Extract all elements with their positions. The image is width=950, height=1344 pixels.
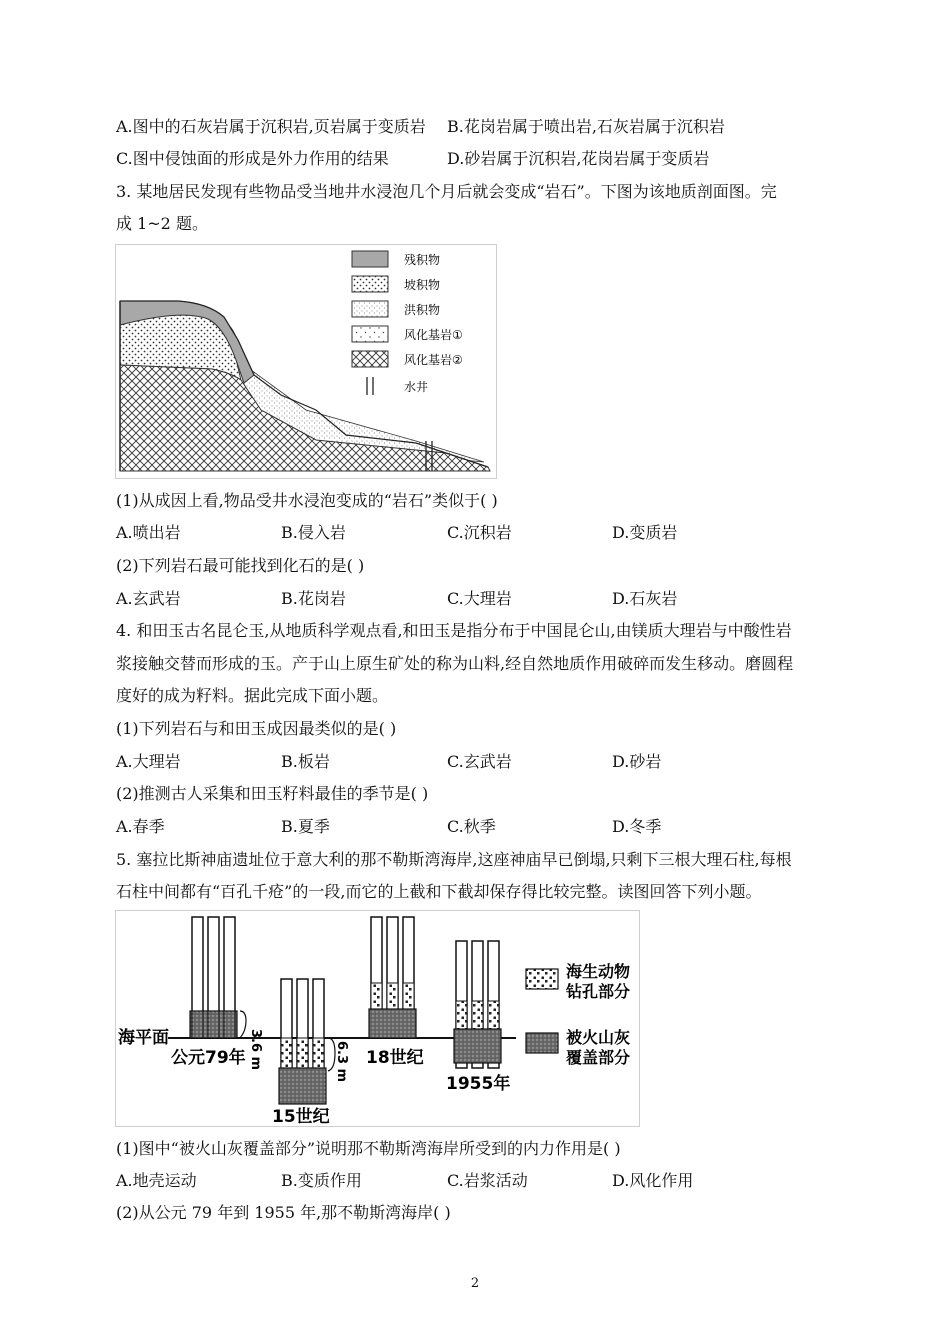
columns-legend: [526, 962, 630, 1067]
q4-sub1-opt-c: C.玄武岩: [447, 752, 512, 771]
legend-bedrock-1: 风化基岩①: [404, 328, 463, 342]
q3-sub1-opt-b: B.侵入岩: [281, 523, 346, 542]
legend-residual: 残积物: [404, 253, 441, 267]
q4-sub2: (2)推测古人采集和田玉籽料最佳的季节是( ): [116, 784, 429, 803]
label-1955: 1955年: [446, 1074, 511, 1094]
q5-stem-line2: 石柱中间都有“百孔千疮”的一段,而它的上截和下截却保存得比较完整。读图回答下列小题。: [116, 882, 762, 901]
geologic-profile-figure: [115, 244, 497, 479]
temple-columns-figure: [115, 910, 640, 1127]
q4-stem-line1: 4. 和田玉古名昆仑玉,从地质科学观点看,和田玉是指分布于中国昆仑山,由镁质大理岩与中酸性岩: [116, 621, 792, 640]
columns-1955: [446, 941, 510, 1094]
q5-sub1-opt-b: B.变质作用: [281, 1171, 362, 1190]
q3-sub1-opt-a: A.喷出岩: [116, 523, 181, 542]
q5-sub1: (1)图中“被火山灰覆盖部分”说明那不勒斯湾海岸所受到的内力作用是( ): [116, 1139, 621, 1158]
legend-well: 水井: [404, 380, 429, 394]
q5-sub1-opt-d: D.风化作用: [612, 1171, 694, 1190]
q5-sub1-opt-a: A.地壳运动: [116, 1171, 197, 1190]
columns-ad79: [171, 917, 263, 1070]
profile-legend: [352, 251, 463, 395]
q2-option-b: B.花岗岩属于喷出岩,石灰岩属于沉积岩: [447, 117, 725, 136]
q4-sub1-opt-a: A.大理岩: [116, 752, 181, 771]
q2-option-c: C.图中侵蚀面的形成是外力作用的结果: [116, 149, 389, 168]
q3-sub2: (2)下列岩石最可能找到化石的是( ): [116, 556, 365, 575]
q4-sub2-opt-a: A.春季: [116, 817, 165, 836]
label-18th-century: 18世纪: [366, 1048, 424, 1068]
legend-borings-l2: 钻孔部分: [566, 982, 631, 1001]
q5-sub1-opt-c: C.岩浆活动: [447, 1171, 528, 1190]
q4-sub1-opt-d: D.砂岩: [612, 752, 662, 771]
q2-option-d: D.砂岩属于沉积岩,花岗岩属于变质岩: [447, 149, 710, 168]
q5-sub2: (2)从公元 79 年到 1955 年,那不勒斯湾海岸( ): [116, 1203, 451, 1222]
q4-sub2-opt-c: C.秋季: [447, 817, 496, 836]
q5-stem-line1: 5. 塞拉比斯神庙遗址位于意大利的那不勒斯湾海岸,这座神庙早已倒塌,只剩下三根大理石柱,每根: [116, 850, 792, 869]
page-number: 2: [470, 1276, 480, 1291]
q3-stem-line1: 3. 某地居民发现有些物品受当地井水浸泡几个月后就会变成“岩石”。下图为该地质剖面图。完: [116, 182, 777, 201]
columns-15th-century: [272, 979, 349, 1126]
columns-18th-century: [366, 917, 424, 1068]
q3-sub2-opt-d: D.石灰岩: [612, 589, 678, 608]
label-ad79: 公元79年: [171, 1048, 246, 1068]
label-15th-century: 15世纪: [272, 1107, 330, 1126]
q2-option-a: A.图中的石灰岩属于沉积岩,页岩属于变质岩: [116, 117, 426, 136]
q3-sub2-opt-a: A.玄武岩: [116, 589, 181, 608]
q4-stem-line3: 度好的成为籽料。据此完成下面小题。: [116, 686, 389, 705]
measure-3-6m: 3.6 m: [248, 1029, 263, 1071]
q4-stem-line2: 浆接触交替而形成的玉。产于山上原生矿处的称为山料,经自然地质作用破碎而发生移动。磨圆程: [116, 654, 794, 673]
q4-sub2-opt-b: B.夏季: [281, 817, 330, 836]
q4-sub1: (1)下列岩石与和田玉成因最类似的是( ): [116, 719, 397, 738]
legend-bedrock-2: 风化基岩②: [404, 353, 463, 367]
q3-stem-line2: 成 1~2 题。: [116, 214, 208, 233]
sea-level-label: 海平面: [118, 1028, 169, 1048]
q3-sub1-opt-c: C.沉积岩: [447, 523, 512, 542]
legend-flood: 洪积物: [404, 303, 441, 317]
q4-sub1-opt-b: B.板岩: [281, 752, 330, 771]
q3-sub2-opt-b: B.花岗岩: [281, 589, 346, 608]
legend-slope: 坡积物: [404, 278, 441, 292]
q3-sub2-opt-c: C.大理岩: [447, 589, 512, 608]
legend-ash-l1: 被火山灰: [566, 1028, 631, 1047]
legend-ash-l2: 覆盖部分: [566, 1048, 631, 1067]
q3-sub1: (1)从成因上看,物品受井水浸泡变成的“岩石”类似于( ): [116, 491, 498, 510]
q3-sub1-opt-d: D.变质岩: [612, 523, 678, 542]
legend-borings-l1: 海生动物: [566, 962, 631, 981]
measure-6-3m: 6.3 m: [334, 1041, 349, 1083]
q4-sub2-opt-d: D.冬季: [612, 817, 662, 836]
